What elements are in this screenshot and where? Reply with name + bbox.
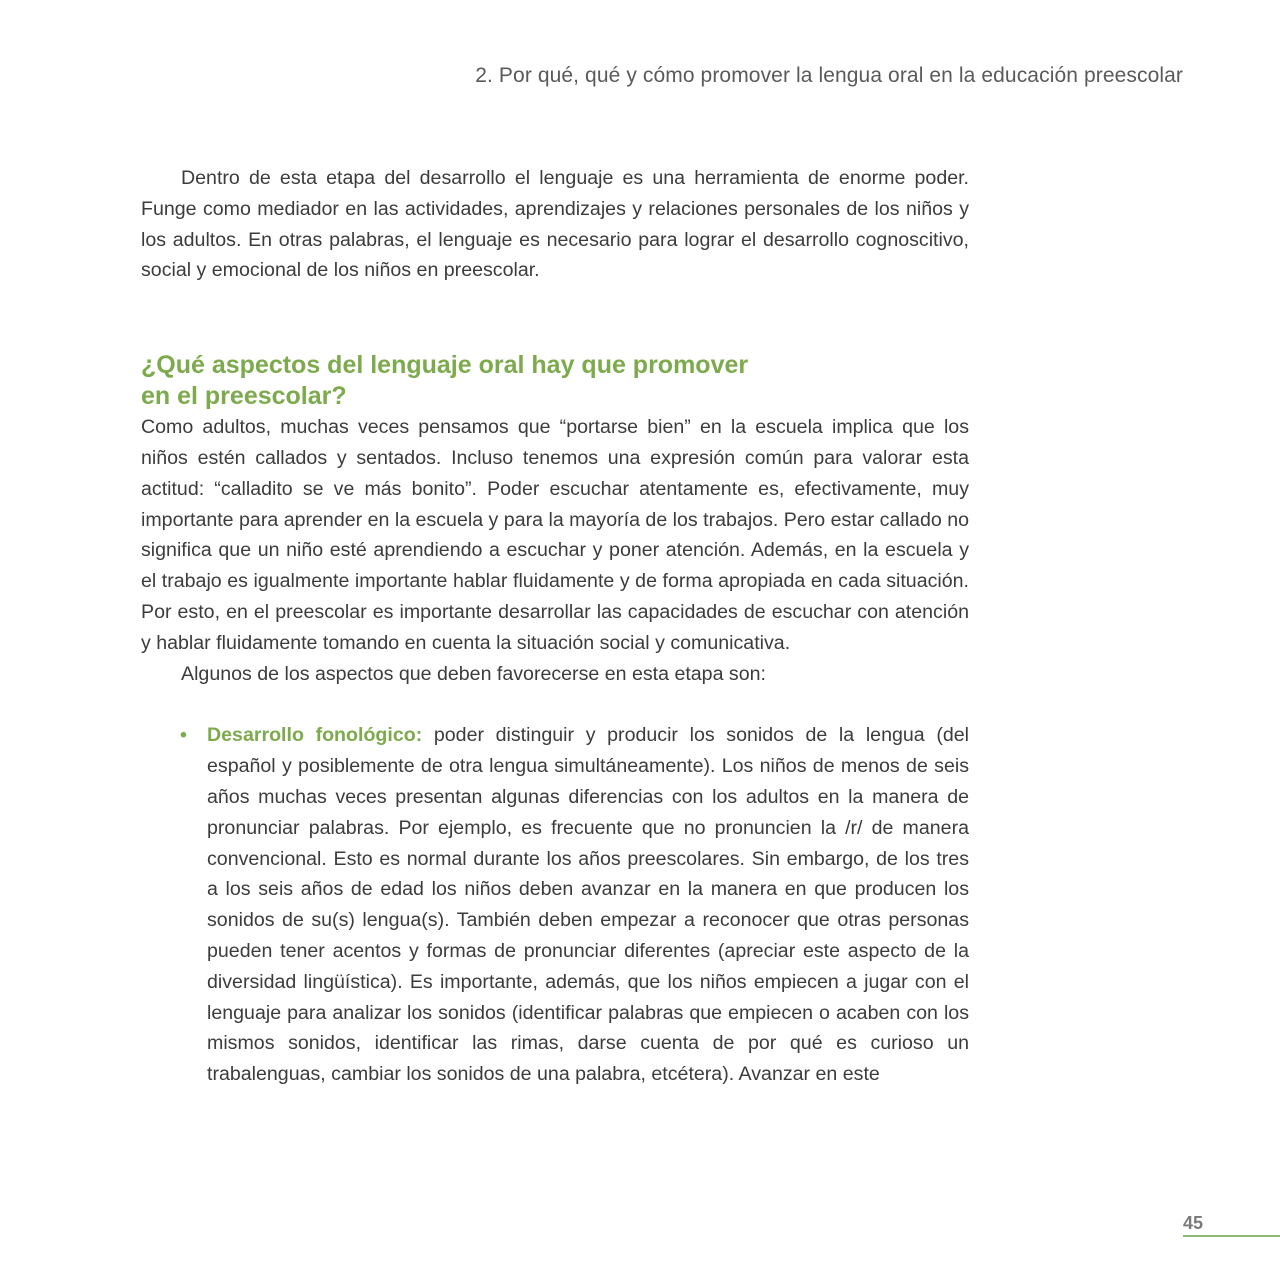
section-heading-line-2: en el preescolar? [141,382,347,411]
aspects-list [141,720,969,1090]
section-heading [141,350,969,412]
bullet-icon: • [180,724,187,747]
running-header: 2. Por qué, qué y cómo promover la lengua oral en la educación preescolar [475,64,1183,87]
section-heading-line-1: ¿Qué aspectos del lenguaje oral hay que promover [141,351,749,380]
section-body-paragraph: Como adultos, muchas veces pensamos que “portarse bien” en la escuela implica que los niños estén callados y sentados. Incluso tenemos una expresión común para valorar esta actitud: “calladito se ve más bonito”. Poder escuchar atentamente es, efectivamente, muy importante para aprender en la escuela y para la mayoría de los trabajos. Pero estar callado no significa que un niño esté aprendiendo a escuchar y poner atención. Además, en la escuela y el trabajo es igualmente importante hablar fluidamente y de forma apropiada en cada situación. Por esto, en el preescolar es importante desarrollar las capacidades de escuchar con atención y hablar fluidamente tomando en cuenta la situación social y comunicativa. [141,416,969,654]
intro-paragraph: Dentro de esta etapa del desarrollo el lenguaje es una herramienta de enorme poder. Funge como mediador en las actividades, aprendizajes y relaciones personales de los niños y los adultos. En otras palabras, el lenguaje es necesario para lograr el desarrollo cognoscitivo, social y emocional de los niños en preescolar. [141,167,969,282]
page-content [141,163,969,1090]
bullet-term: Desarrollo fonológico: [207,724,423,747]
bullet-text: poder distinguir y producir los sonidos de la lengua (del español y posiblemente de otra lengua simultáneamente). Los niños de menos de seis años muchas veces presentan algunas diferencias con los adultos en la manera de pronunciar palabras. Por ejemplo, es frecuente que no pronuncien la /r/ de manera convencional. Esto es normal durante los años preescolares. Sin embargo, de los tres a los seis años de edad los niños deben avanzar en la manera en que producen los sonidos de su(s) lengua(s). También deben empezar a reconocer que otras personas pueden tener acentos y formas de pronunciar diferentes (apreciar este aspecto de la diversidad lingüística). Es importante, además, que los niños empiecen a jugar con el lenguaje para analizar los sonidos (identificar palabras que empiecen o acaben con los mismos sonidos, identificar las rimas, darse cuenta de por qué es curioso un trabalenguas, cambiar los sonidos de una palabra, etcétera). Avanzar en este [207,724,969,1086]
list-item [180,720,969,1090]
footer-rule [1183,1235,1280,1237]
list-lead-in: Algunos de los aspectos que deben favorecerse en esta etapa son: [181,662,766,685]
page-number: 45 [1183,1213,1204,1233]
